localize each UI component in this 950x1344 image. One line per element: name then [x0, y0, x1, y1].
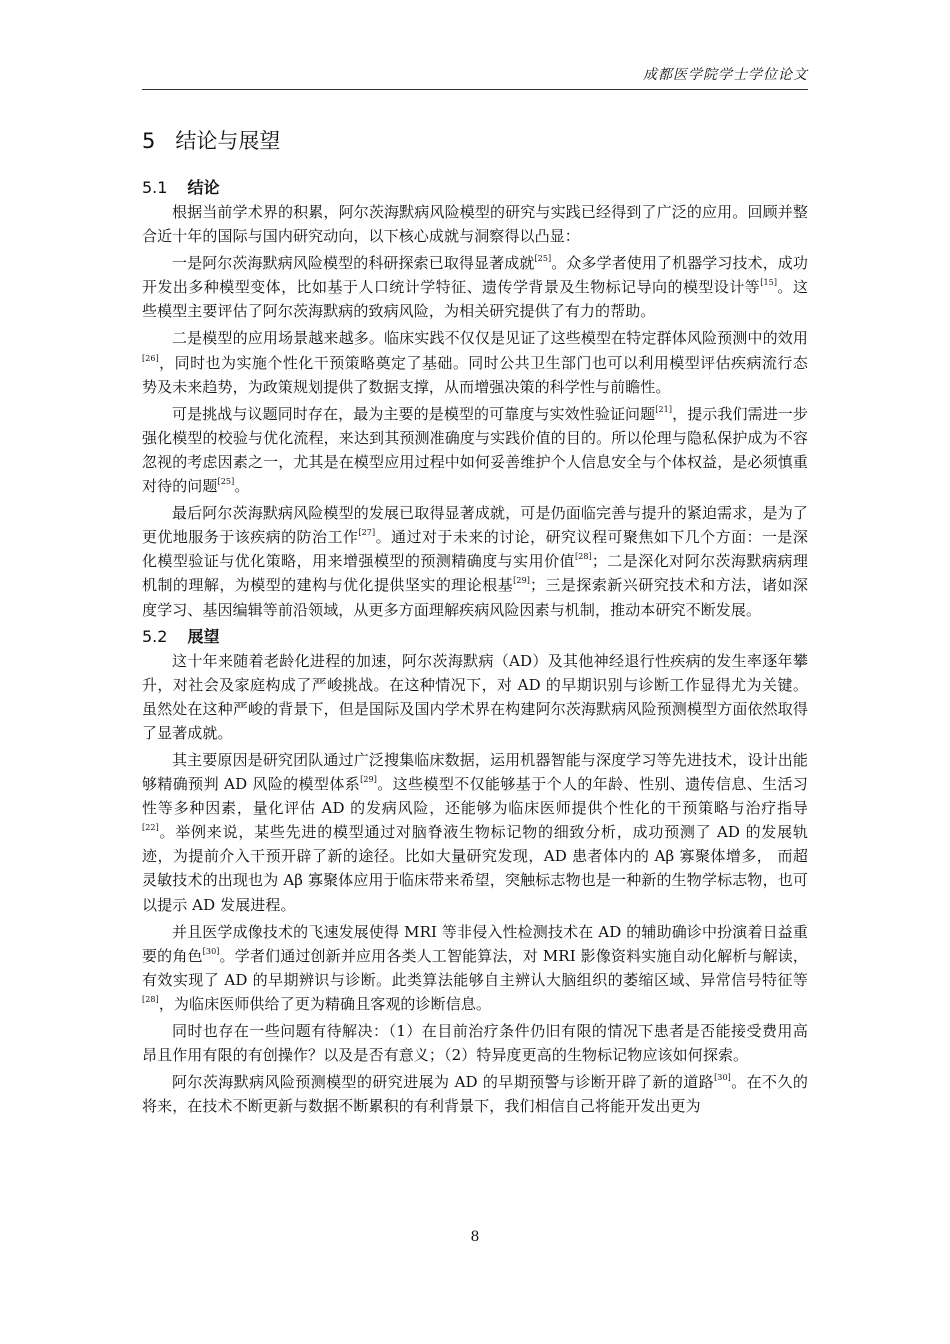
- paragraph-text: 二是模型的应用场景越来越多。临床实践不仅仅是见证了这些模型在特定群体风险预测中的效用: [172, 329, 808, 348]
- paragraph-text: 。众多学者使用了机器学习技术，成功开发出多种模型变体，比如基于人口统计学特征、遗传学背景及生物标记导向的模型设计等: [142, 254, 809, 297]
- body-paragraph: [142, 251, 808, 323]
- citation-reference: [27]: [358, 528, 376, 538]
- citation-reference: [30]: [714, 1073, 731, 1083]
- paragraph-text: ，同时也为实施个性化干预策略奠定了基础。同时公共卫生部门也可以利用模型评估疾病流行态势及未来趋势，为政策规划提供了数据支撑，从而增强决策的科学性与前瞻性。: [142, 353, 808, 396]
- paragraph-text: 阿尔茨海默病风险预测模型的研究进展为 AD 的早期预警与诊断开辟了新的道路: [172, 1073, 715, 1092]
- paragraph-text: 根据当前学术界的积累，阿尔茨海默病风险模型的研究与实践已经得到了广泛的应用。回顾并整合近十年的国际与国内研究动向，以下核心成就与洞察得以凸显：: [142, 203, 808, 246]
- section-title: 展望: [187, 626, 220, 646]
- section-title: 结论: [187, 178, 220, 197]
- paragraph-text: 。在不久的将来，在技术不断更新与数据不断累积的有利背景下，我们相信自己将能开发出更为: [142, 1073, 808, 1116]
- citation-reference: [30]: [202, 946, 220, 956]
- sections-container: [142, 176, 808, 1118]
- paragraph-text: ，为临床医师供给了更为精确且客观的诊断信息。: [158, 994, 492, 1013]
- chapter-number: 5: [142, 129, 156, 153]
- body-paragraph: [142, 200, 808, 248]
- section-heading: [142, 625, 808, 649]
- citation-reference: [15]: [760, 278, 778, 288]
- citation-reference: [28]: [142, 994, 159, 1004]
- citation-reference: [22]: [142, 823, 159, 833]
- paragraph-text: 。: [234, 477, 250, 496]
- paragraph-text: 。通过对于未来的讨论，研究议程可聚焦如下几个方面：一是深化模型验证与优化策略，用来增强模型的预测精确度与实用价值: [142, 528, 808, 571]
- citation-reference: [25]: [217, 477, 235, 487]
- section-heading: [142, 176, 808, 200]
- body-paragraph: [142, 920, 808, 1016]
- paragraph-text: 。这些模型不仅能够基于个人的年龄、性别、遗传信息、生活习性等多种因素，量化评估 AD 的发病风险，还能够为临床医师提供个性化的干预策略与治疗指导: [142, 775, 808, 818]
- paragraph-text: ，提示我们需进一步强化模型的校验与优化流程，来达到其预测准确度与实践价值的目的。所以伦理与隐私保护成为不容忽视的考虑因素之一，尤其是在模型应用过程中如何妥善维护个人信息安全与个体权益，是必须慎重对待的问题: [142, 404, 809, 496]
- paragraph-text: 同时也存在一些问题有待解决：（1）在目前治疗条件仍旧有限的情况下患者是否能接受费用高昂且作用有限的有创操作？以及是否有意义；（2）特异度更高的生物标记物应该如何探索。: [142, 1022, 808, 1065]
- paragraph-text: 。学者们通过创新并应用各类人工智能算法，对 MRI 影像资料实施自动化解析与解读，有效实现了 AD 的早期辨识与诊断。此类算法能够自主辨认大脑组织的萎缩区域、异常信号特征等: [142, 946, 809, 989]
- citation-reference: [29]: [360, 775, 377, 785]
- chapter-title: [142, 126, 808, 156]
- paragraph-text: 。这些模型主要评估了阿尔茨海默病的致病风险，为相关研究提供了有力的帮助。: [142, 278, 808, 321]
- page-content: [142, 126, 808, 1121]
- paragraph-text: 这十年来随着老龄化进程的加速，阿尔茨海默病（AD）及其他神经退行性疾病的发生率逐年攀升，对社会及家庭构成了严峻挑战。在这种情况下，对 AD 的早期识别与诊断工作显得尤为关键。虽然处在这种严峻的背景下，但是国际及国内学术界在构建阿尔茨海默病风险预测模型方面依然取得了显著成就。: [142, 651, 808, 742]
- paragraph-text: ；三是探索新兴研究技术和方法，诸如深度学习、基因编辑等前沿领域，从更多方面理解疾病风险因素与机制，推动本研究不断发展。: [142, 576, 808, 619]
- body-paragraph: [142, 501, 808, 621]
- body-paragraph: [142, 402, 808, 498]
- page-number: 8: [470, 1229, 480, 1245]
- citation-reference: [21]: [655, 404, 673, 414]
- citation-reference: [29]: [513, 576, 530, 586]
- body-paragraph: [142, 748, 808, 917]
- section-number: 5.2: [142, 626, 168, 646]
- running-header: 成都医学院学士学位论文: [643, 67, 808, 83]
- body-paragraph: [142, 1019, 808, 1067]
- citation-reference: [25]: [534, 254, 552, 264]
- citation-reference: [28]: [575, 552, 592, 562]
- header-rule: [142, 89, 808, 90]
- body-paragraph: [142, 1070, 808, 1118]
- citation-reference: [26]: [142, 353, 159, 363]
- chapter-title-text: 结论与展望: [175, 129, 281, 153]
- paragraph-text: 并且医学成像技术的飞速发展使得 MRI 等非侵入性检测技术在 AD 的辅助确诊中扮演着日益重要的角色: [142, 922, 808, 965]
- paragraph-text: ；二是深化对阿尔茨海默病病理机制的理解，为模型的建构与优化提供坚实的理论根基: [142, 552, 808, 595]
- body-paragraph: [142, 326, 808, 398]
- section-number: 5.1: [142, 178, 168, 197]
- paragraph-text: 最后阿尔茨海默病风险模型的发展已取得显著成就，可是仍面临完善与提升的紧迫需求，是为了更优地服务于该疾病的防治工作: [142, 504, 808, 547]
- paragraph-text: 。举例来说，某些先进的模型通过对脑脊液生物标记物的细致分析，成功预测了 AD 的发展轨迹，为提前介入干预开辟了新的途径。比如大量研究发现，AD 患者体内的 Aβ 寡聚体增多， 而超灵敏技术的出现也为 Aβ 寡聚体应用于临床带来希望，突触标志物也是一种新的生物学标志物，也可以提示 AD 发展进程。: [142, 823, 808, 914]
- paragraph-text: 一是阿尔茨海默病风险模型的科研探索已取得显著成就: [172, 254, 535, 273]
- body-paragraph: [142, 649, 808, 745]
- paragraph-text: 可是挑战与议题同时存在，最为主要的是模型的可靠度与实效性验证问题: [172, 404, 656, 423]
- paragraph-text: 其主要原因是研究团队通过广泛搜集临床数据，运用机器智能与深度学习等先进技术，设计出能够精确预判 AD 风险的模型体系: [142, 750, 808, 794]
